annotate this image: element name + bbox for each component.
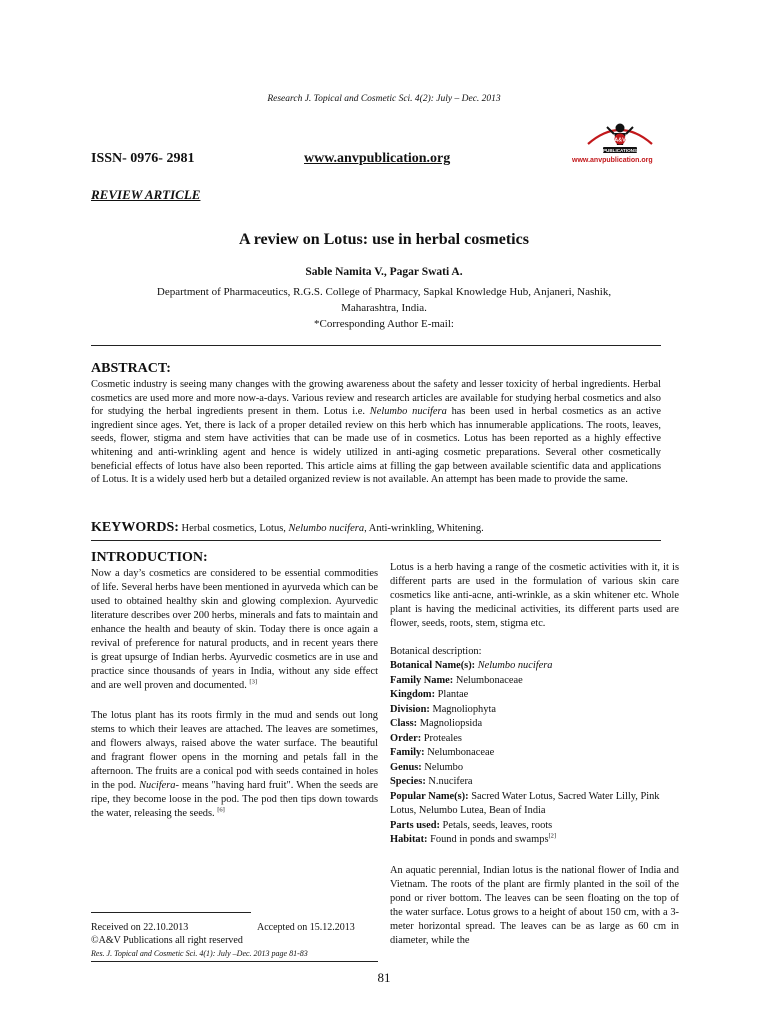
received-date: Received on 22.10.2013: [91, 922, 189, 933]
copyright: ©A&V Publications all right reserved: [91, 935, 243, 946]
page-number: 81: [377, 970, 391, 985]
author-affiliation: [100, 284, 668, 332]
botanical-row: [390, 761, 679, 776]
publisher-logo-icon: [570, 118, 670, 158]
right-paragraph-1: Lotus is a herb having a range of the cosmetic activities with it, it is different parts are used in the formulation of various skin care cosmetics like anti-acne, anti-wrinkle, as a skin whitener etc. Whole plant is having the medicinal activities, its different parts used are flower, seeds, roots, stem, stigma etc.: [390, 562, 679, 629]
botanical-value: Nelumbonaceae: [427, 747, 495, 758]
botanical-label: Class:: [390, 718, 418, 729]
botanical-value: Magnoliophyta: [432, 703, 496, 715]
botanical-label: Parts used:: [390, 819, 440, 831]
botanical-row: [390, 775, 679, 790]
issn: ISSN- 0976- 2981: [91, 151, 195, 166]
right-paragraph-2: An aquatic perennial, Indian lotus is the national flower of India and Vietnam. The roots of the plant are firmly planted in the soil of the pond or river bottom. The leaves can be seen floating on the top of the water surface. Lotus grows to a height of about 150 cm, with a 3-meter horizontal spread. The leaves can be as large as 60 cm in diameter, while the: [390, 864, 679, 946]
affiliation-line-2: Maharashtra, India.: [341, 302, 427, 314]
citation-ref: [3]: [249, 678, 258, 686]
botanical-value: N.nucifera: [428, 776, 473, 787]
botanical-row: [390, 717, 679, 732]
keywords-species: Nelumbo nucifera: [288, 523, 365, 534]
intro-paragraph-1-text: Now a day’s cosmetics are considered to be essential commodities of life. Several herbs have been mentioned in ayurveda which can be used to obtained healthy skin and glowing complexion. Ayurvedic literature describes over 200 herbs, minerals and fats to maintain and enhance the health and beauty of skin. Today there is once again a revival of preference for natural products, and in recent years there is great upsurge of Indian herbs. Ayurvedic cosmetics are in use and practice since thousands of years in India, without any side effect and are well proven and documented.: [91, 568, 378, 691]
botanical-label: Division:: [390, 703, 430, 715]
right-column: [390, 561, 679, 948]
logo-publications-text: PUBLICATIONS: [602, 147, 638, 153]
botanical-row: [390, 703, 679, 718]
botanical-row: [390, 746, 679, 761]
botanical-value: Nelumbonaceae: [455, 674, 523, 686]
botanical-row: [390, 659, 679, 674]
abstract-species-name: Nelumbo nucifera: [369, 406, 447, 418]
accepted-date: Accepted on 15.12.2013: [257, 922, 355, 933]
footer-divider: [91, 912, 251, 913]
intro-paragraph-2-italic: Nucifera-: [139, 780, 179, 791]
botanical-value: Nelumbo nucifera: [477, 660, 553, 671]
intro-paragraph-1: [91, 567, 378, 693]
keywords-text-2: , Anti-wrinkling, Whitening.: [364, 523, 484, 534]
corresponding-author: *Corresponding Author E-mail:: [314, 318, 454, 330]
botanical-row: [390, 819, 679, 834]
left-column: [91, 567, 378, 837]
botanical-row: [390, 790, 679, 819]
affiliation-line-1: Department of Pharmaceutics, R.G.S. College of Pharmacy, Sapkal Knowledge Hub, Anjaneri, Nashik,: [156, 286, 612, 298]
abstract-text: [91, 378, 661, 487]
botanical-row: [390, 732, 679, 747]
logo-mark-text: A&V: [614, 137, 626, 144]
footer-citation: Res. J. Topical and Cosmetic Sci. 4(1): July –Dec. 2013 page 81-83: [91, 949, 308, 958]
botanical-value: Sacred Water Lotus, Sacred Water Lilly, Pink Lotus, Nelumbo Lutea, Bean of India: [390, 790, 660, 816]
botanical-value: Petals, seeds, leaves, roots: [442, 819, 553, 831]
botanical-row: [390, 688, 679, 703]
article-authors: Sable Namita V., Pagar Swati A.: [305, 266, 463, 278]
keywords-text-1: Herbal cosmetics, Lotus,: [181, 523, 286, 534]
citation-ref: [2]: [548, 832, 557, 840]
abstract-text-part-2: has been used in herbal cosmetics as an active ingredient since ages. Yet, there is lack of a proper detailed review on this herb which has innumerable applications. The roots, leaves, seeds, flower, stigma and stem have activities that can be made use of in cosmetics. Lotus has been reported as a highly effective whitening and anti-wrinkling agent and hence is widely utilized in anti-aging cosmetic preparations. Several other cosmetically beneficial effects of lotus have also been reported. This article aims at filling the gap between available scientific data and applications of Lotus. It is a widely used herb but a detailed organized review is not available. An attempt has been made to provide the same.: [91, 406, 661, 486]
botanical-label: Genus:: [390, 761, 422, 773]
botanical-heading: Botanical description:: [390, 646, 482, 657]
botanical-value: Magnoliopsida: [419, 718, 483, 729]
abstract-heading: ABSTRACT:: [91, 361, 171, 376]
botanical-value: Nelumbo: [424, 761, 464, 773]
botanical-label: Species:: [390, 776, 426, 787]
intro-paragraph-2: [91, 709, 378, 821]
logo-url: www.anvpublication.org: [572, 157, 653, 164]
botanical-label: Botanical Name(s):: [390, 660, 476, 671]
botanical-label: Order:: [390, 732, 422, 744]
botanical-label: Habitat:: [390, 834, 428, 845]
abstract-text-part-1: Cosmetic industry is seeing many changes with the growing awareness about the safety and lesser toxicity of herbal ingredients. Herbal cosmetics are used more and more now-a-days. Various review and research articles are available for studying herbal cosmetics and also for studying the herbal ingredients present in them. Lotus i.e.: [91, 379, 661, 418]
botanical-label: Kingdom:: [390, 689, 436, 700]
botanical-label: Popular Name(s):: [390, 790, 469, 802]
article-title: A review on Lotus: use in herbal cosmetics: [239, 231, 529, 248]
intro-paragraph-2-text-a: The lotus plant has its roots firmly in the mud and sends out long stems to which their leaves are attached. The leaves are sometimes, and flowers always, raised above the water surface. The beautiful and fragrant flower opens in the morning and petals fall in the afternoon. The fruits are a conical pod with seeds contained in holes in the pod.: [91, 710, 378, 791]
botanical-row: [390, 833, 679, 848]
botanical-label: Family Name:: [390, 674, 454, 686]
section-divider: [91, 540, 661, 541]
keywords-heading: KEYWORDS:: [91, 520, 179, 535]
intro-paragraph-2-text-b: means "having hard fruit". When the seeds are ripe, they become loose in the pod. The pod then tips down towards the water, releasing the seeds.: [91, 780, 378, 819]
citation-ref: [6]: [217, 806, 225, 814]
introduction-heading: INTRODUCTION:: [91, 550, 208, 565]
website-link[interactable]: www.anvpublication.org: [304, 151, 451, 166]
section-divider: [91, 345, 661, 346]
botanical-value: Plantae: [437, 689, 469, 700]
botanical-row: [390, 674, 679, 689]
botanical-value: Found in ponds and swamps: [430, 834, 549, 845]
journal-citation-header: Research J. Topical and Cosmetic Sci. 4(2): July – Dec. 2013: [267, 94, 501, 104]
botanical-label: Family:: [390, 747, 425, 758]
botanical-value: Proteales: [423, 732, 462, 744]
footer-divider-bottom: [91, 961, 378, 962]
keywords: [91, 520, 661, 536]
article-type-label: REVIEW ARTICLE: [91, 187, 201, 202]
